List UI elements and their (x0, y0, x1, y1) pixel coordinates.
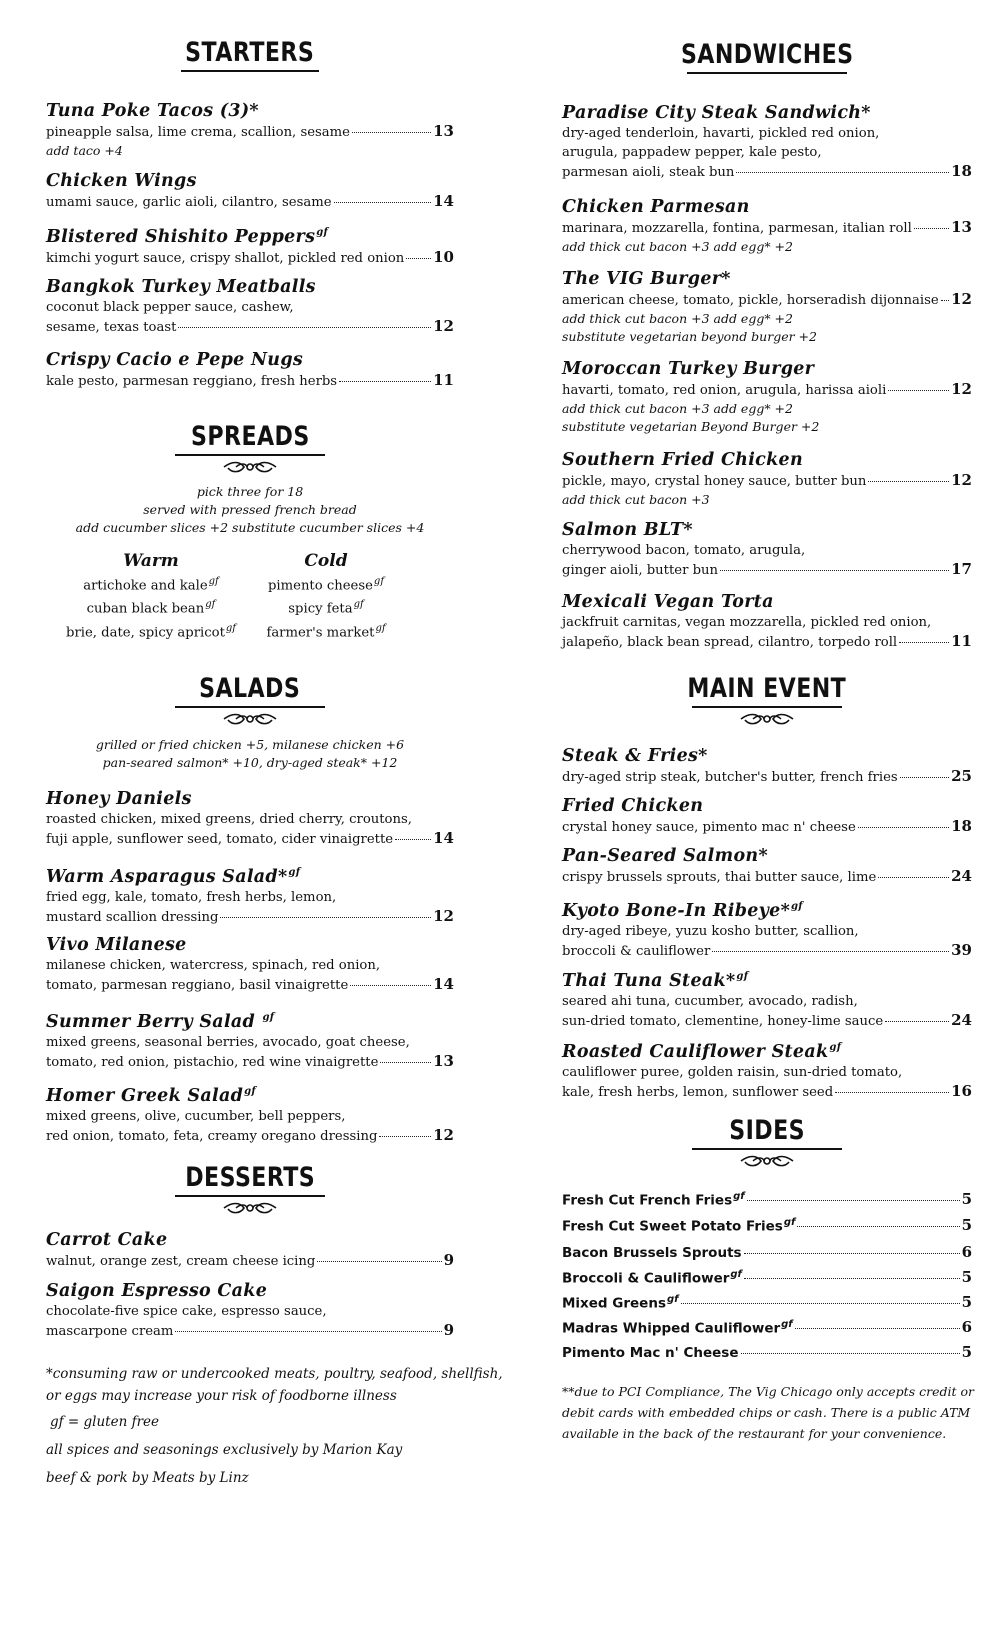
sides-heading (562, 1116, 972, 1169)
item-name: Bangkok Turkey Meatballs (46, 277, 316, 297)
side-item (562, 1343, 972, 1361)
item-name: Crispy Cacio e Pepe Nugs (46, 350, 304, 370)
menu-item-shishito (46, 222, 454, 268)
item-desc: pineapple salsa, lime crema, scallion, sesame (46, 125, 350, 140)
side-name: Fresh Cut Sweet Potato Fries (562, 1218, 783, 1234)
spreads-info (46, 483, 454, 537)
item-desc: coconut black pepper sauce, cashew, (46, 300, 294, 315)
spread-item: cuban black bean (86, 601, 205, 617)
footnote-line: gf = gluten free (50, 1414, 160, 1430)
gf-mark: gf (288, 867, 301, 878)
item-desc: kale pesto, parmesan reggiano, fresh herbs (46, 374, 338, 389)
item-price: 24 (951, 1010, 972, 1029)
side-name: Fresh Cut French Fries (562, 1192, 733, 1208)
divider (692, 1148, 842, 1150)
menu-item-fried-chicken (562, 795, 972, 837)
footnote-line: beef & pork by Meats by Linz (46, 1470, 249, 1486)
item-desc: roasted chicken, mixed greens, dried cherry, croutons, (46, 812, 412, 827)
item-name: Warm Asparagus Salad* (46, 866, 288, 887)
item-name: Kyoto Bone-In Ribeye* (562, 900, 791, 921)
menu-item-asparagus (46, 862, 454, 927)
pci-notice (562, 1381, 974, 1444)
side-price: 5 (961, 1293, 972, 1311)
item-note: add thick cut bacon +3 add egg* +2 (562, 311, 793, 326)
divider (175, 706, 325, 708)
side-price: 6 (961, 1318, 972, 1336)
item-desc: kimchi yogurt sauce, crispy shallot, pickled red onion (46, 250, 405, 266)
item-desc: fried egg, kale, tomato, fresh herbs, lemon, (46, 889, 337, 905)
item-price: 17 (951, 560, 972, 578)
menu-item-salmon-blt (562, 519, 972, 580)
item-note: add thick cut bacon +3 add egg* +2 (562, 239, 793, 254)
item-name: Paradise City Steak Sandwich* (562, 103, 871, 123)
side-item (562, 1216, 972, 1234)
item-price: 14 (433, 829, 454, 847)
gf-mark: gf (733, 1190, 745, 1202)
item-price: 14 (433, 975, 454, 993)
section-title: SALADS (199, 673, 301, 704)
gf-mark: gf (373, 576, 385, 587)
item-price: 10 (433, 247, 454, 266)
footnote-line: all spices and seasonings exclusively by Marion Kay (46, 1442, 403, 1458)
menu-item-paradise-steak (562, 102, 972, 182)
item-price: 13 (951, 218, 972, 236)
item-price: 24 (951, 867, 972, 885)
side-price: 5 (961, 1216, 972, 1234)
side-name: Madras Whipped Cauliflower (562, 1320, 781, 1336)
menu-item-summer-berry (46, 1007, 454, 1072)
gf-mark: gf (353, 599, 364, 611)
side-item (562, 1293, 972, 1311)
item-note: add thick cut bacon +3 add egg* +2 (562, 401, 793, 416)
spreads-cold (241, 550, 411, 642)
gf-mark: gf (262, 1012, 275, 1023)
item-desc: mixed greens, olive, cucumber, bell peppers, (46, 1108, 346, 1124)
item-name: Roasted Cauliflower Steak (562, 1041, 829, 1062)
item-desc: cauliflower puree, golden raisin, sun-dried tomato, (562, 1064, 903, 1080)
footnotes (46, 1363, 503, 1489)
menu-item-greek-salad (46, 1081, 454, 1146)
item-desc: arugula, pappadew pepper, kale pesto, (562, 145, 822, 160)
gf-mark: gf (225, 622, 236, 634)
salad-addons (46, 736, 454, 772)
item-desc: kale, fresh herbs, lemon, sunflower seed (562, 1084, 834, 1100)
item-price: 12 (433, 1125, 454, 1144)
main-event-heading (562, 674, 972, 727)
gf-mark: gf (316, 227, 329, 238)
item-price: 14 (433, 192, 454, 210)
item-name: Honey Daniels (46, 789, 192, 809)
divider (175, 1195, 325, 1197)
item-name: Carrot Cake (46, 1230, 168, 1250)
spread-item: farmer's market (266, 625, 375, 641)
item-desc: ginger aioli, butter bun (562, 563, 718, 578)
menu-item-moroccan-burger (562, 358, 972, 436)
divider (692, 706, 842, 708)
spreads-warm (66, 550, 236, 642)
item-name: Pan-Seared Salmon* (562, 846, 768, 866)
menu-item-southern-fried (562, 449, 972, 509)
item-desc: seared ahi tuna, cucumber, avocado, radish, (562, 993, 858, 1009)
divider (687, 72, 847, 74)
spreads-line: served with pressed french bread (143, 502, 357, 517)
item-desc: tomato, parmesan reggiano, basil vinaigrette (46, 978, 349, 993)
item-price: 12 (951, 290, 972, 308)
spreads-line: pick three for 18 (196, 484, 304, 499)
addon-line: pan-seared salmon* +10, dry-aged steak* +12 (102, 755, 398, 770)
item-name: The VIG Burger* (562, 269, 731, 289)
spreads-line: add cucumber slices +2 substitute cucumber slices +4 (75, 520, 425, 535)
item-price: 9 (443, 1321, 454, 1339)
section-title: SIDES (729, 1115, 805, 1146)
desserts-heading (46, 1163, 454, 1216)
item-desc: umami sauce, garlic aioli, cilantro, sesame (46, 195, 332, 210)
item-price: 12 (951, 380, 972, 398)
salads-heading (46, 674, 454, 727)
ornament-icon (218, 1200, 282, 1216)
item-desc: jalapeño, black bean spread, cilantro, torpedo roll (562, 635, 898, 650)
pci-line: available in the back of the restaurant for your convenience. (562, 1426, 947, 1441)
item-desc: crispy brussels sprouts, thai butter sauce, lime (562, 870, 877, 885)
item-price: 13 (433, 122, 454, 140)
item-desc: parmesan aioli, steak bun (562, 165, 735, 180)
side-item (562, 1268, 972, 1286)
item-desc: american cheese, tomato, pickle, horseradish dijonnaise (562, 293, 939, 308)
item-desc: mascarpone cream (46, 1324, 174, 1339)
item-price: 11 (433, 371, 454, 389)
side-price: 5 (961, 1268, 972, 1286)
pci-line: **due to PCI Compliance, The Vig Chicago only accepts credit or (562, 1384, 974, 1399)
item-name: Chicken Wings (46, 171, 197, 191)
item-note: add taco +4 (46, 143, 123, 158)
menu-item-saigon-cake (46, 1280, 454, 1341)
side-name: Bacon Brussels Sprouts (562, 1245, 742, 1261)
cold-title: Cold (304, 551, 348, 571)
item-price: 39 (951, 940, 972, 959)
section-title: SPREADS (190, 421, 310, 452)
gf-mark: gf (244, 1086, 257, 1097)
item-row (46, 122, 454, 142)
gf-mark: gf (667, 1293, 679, 1305)
menu-item-vegan-torta (562, 591, 972, 652)
item-desc: milanese chicken, watercress, spinach, red onion, (46, 958, 381, 973)
warm-title: Warm (123, 551, 179, 571)
item-desc: cherrywood bacon, tomato, arugula, (562, 543, 806, 558)
item-desc: fuji apple, sunflower seed, tomato, cider vinaigrette (46, 832, 394, 847)
item-price: 9 (443, 1251, 454, 1269)
menu-item-kyoto-ribeye (562, 896, 972, 961)
menu-item-chicken-wings (46, 170, 454, 212)
item-note: substitute vegetarian Beyond Burger +2 (562, 419, 820, 434)
item-price: 12 (951, 471, 972, 489)
item-name: Summer Berry Salad (46, 1011, 256, 1032)
menu-item-chicken-parmesan (562, 196, 972, 256)
ornament-icon (735, 711, 799, 727)
item-desc: chocolate-five spice cake, espresso sauce, (46, 1304, 327, 1319)
item-name: Thai Tuna Steak* (562, 970, 736, 991)
item-desc: sesame, texas toast (46, 320, 177, 335)
menu-item-carrot-cake (46, 1229, 454, 1271)
side-price: 5 (961, 1190, 972, 1208)
item-price: 16 (951, 1081, 972, 1100)
item-desc: broccoli & cauliflower (562, 943, 711, 959)
footnote-line: *consuming raw or undercooked meats, poultry, seafood, shellfish, (46, 1366, 503, 1382)
gf-mark: gf (829, 1042, 842, 1053)
item-price: 25 (951, 767, 972, 785)
item-desc: red onion, tomato, feta, creamy oregano dressing (46, 1128, 378, 1144)
gf-mark: gf (736, 971, 749, 982)
item-name: Tuna Poke Tacos (3)* (46, 101, 259, 121)
side-name: Broccoli & Cauliflower (562, 1270, 730, 1286)
section-title: MAIN EVENT (687, 673, 847, 704)
item-note: add thick cut bacon +3 (562, 492, 710, 507)
side-price: 5 (961, 1343, 972, 1361)
gf-mark: gf (783, 1216, 796, 1228)
gf-mark: gf (791, 901, 803, 912)
item-desc: sun-dried tomato, clementine, honey-lime sauce (562, 1013, 884, 1029)
spread-item: pimento cheese (267, 578, 373, 594)
item-desc: mustard scallion dressing (46, 909, 219, 925)
item-desc: dry-aged strip steak, butcher's butter, french fries (562, 770, 898, 785)
item-desc: dry-aged tenderloin, havarti, pickled red onion, (562, 126, 880, 141)
divider (181, 70, 319, 72)
item-name: Salmon BLT* (562, 520, 693, 540)
menu-item-cauliflower-steak (562, 1037, 972, 1102)
item-name: Vivo Milanese (46, 935, 187, 955)
menu-item-meatballs (46, 276, 454, 337)
item-desc: tomato, red onion, pistachio, red wine vinaigrette (46, 1054, 379, 1070)
menu-item-vivo-milanese (46, 934, 454, 995)
pci-line: debit cards with embedded chips or cash. There is a public ATM (562, 1405, 971, 1420)
item-desc: pickle, mayo, crystal honey sauce, butter bun (562, 474, 867, 489)
spread-item: artichoke and kale (83, 578, 208, 594)
side-item (562, 1243, 972, 1261)
item-price: 18 (951, 817, 972, 835)
item-name: Mexicali Vegan Torta (562, 592, 774, 612)
side-price: 6 (961, 1243, 972, 1261)
side-item (562, 1318, 972, 1336)
menu-item-nugs (46, 349, 454, 391)
item-price: 13 (433, 1051, 454, 1070)
side-name: Mixed Greens (562, 1295, 666, 1311)
ornament-icon (218, 711, 282, 727)
ornament-icon (735, 1153, 799, 1169)
item-name: Fried Chicken (562, 796, 704, 816)
spread-item: brie, date, spicy apricot (66, 625, 225, 641)
footnote-line: or eggs may increase your risk of foodborne illness (46, 1388, 397, 1404)
menu-item-steak-fries (562, 745, 972, 787)
ornament-icon (218, 459, 282, 475)
item-name: Chicken Parmesan (562, 197, 750, 217)
item-name: Saigon Espresso Cake (46, 1281, 268, 1301)
item-name: Homer Greek Salad (46, 1085, 244, 1106)
item-name: Moroccan Turkey Burger (562, 359, 815, 379)
item-name: Southern Fried Chicken (562, 450, 803, 470)
item-desc: walnut, orange zest, cream cheese icing (46, 1254, 316, 1269)
menu-item-tuna-poke (46, 100, 454, 160)
side-name: Pimento Mac n' Cheese (562, 1345, 739, 1361)
item-price: 12 (433, 906, 454, 925)
item-desc: havarti, tomato, red onion, arugula, harissa aioli (562, 383, 887, 398)
item-price: 12 (433, 317, 454, 335)
item-desc: mixed greens, seasonal berries, avocado, goat cheese, (46, 1034, 410, 1050)
side-item (562, 1190, 972, 1208)
spreads-heading (46, 422, 454, 475)
gf-mark: gf (205, 599, 216, 611)
menu-item-vig-burger (562, 268, 972, 346)
gf-mark: gf (208, 576, 219, 587)
section-title: STARTERS (185, 37, 315, 68)
gf-mark: gf (781, 1318, 793, 1330)
item-desc: crystal honey sauce, pimento mac n' cheese (562, 820, 856, 835)
divider (175, 454, 325, 456)
menu-item-thai-tuna (562, 966, 972, 1031)
item-price: 11 (951, 632, 972, 650)
section-title: SANDWICHES (680, 39, 854, 70)
item-price: 18 (951, 162, 972, 180)
item-name: Blistered Shishito Peppers (46, 226, 316, 247)
item-name: Steak & Fries* (562, 746, 708, 766)
item-desc: jackfruit carnitas, vegan mozzarella, pickled red onion, (562, 615, 932, 630)
starters-heading (46, 38, 454, 72)
spread-item: spicy feta (288, 601, 353, 617)
addon-line: grilled or fried chicken +5, milanese chicken +6 (95, 737, 405, 752)
menu-item-honey-daniels (46, 788, 454, 849)
item-desc: dry-aged ribeye, yuzu kosho butter, scallion, (562, 923, 859, 939)
item-note: substitute vegetarian beyond burger +2 (562, 329, 817, 344)
gf-mark: gf (375, 622, 386, 634)
gf-mark: gf (730, 1268, 742, 1280)
item-desc: marinara, mozzarella, fontina, parmesan, italian roll (562, 221, 912, 236)
menu-item-pan-seared-salmon (562, 845, 972, 887)
section-title: DESSERTS (185, 1162, 315, 1193)
sandwiches-heading (562, 40, 972, 74)
